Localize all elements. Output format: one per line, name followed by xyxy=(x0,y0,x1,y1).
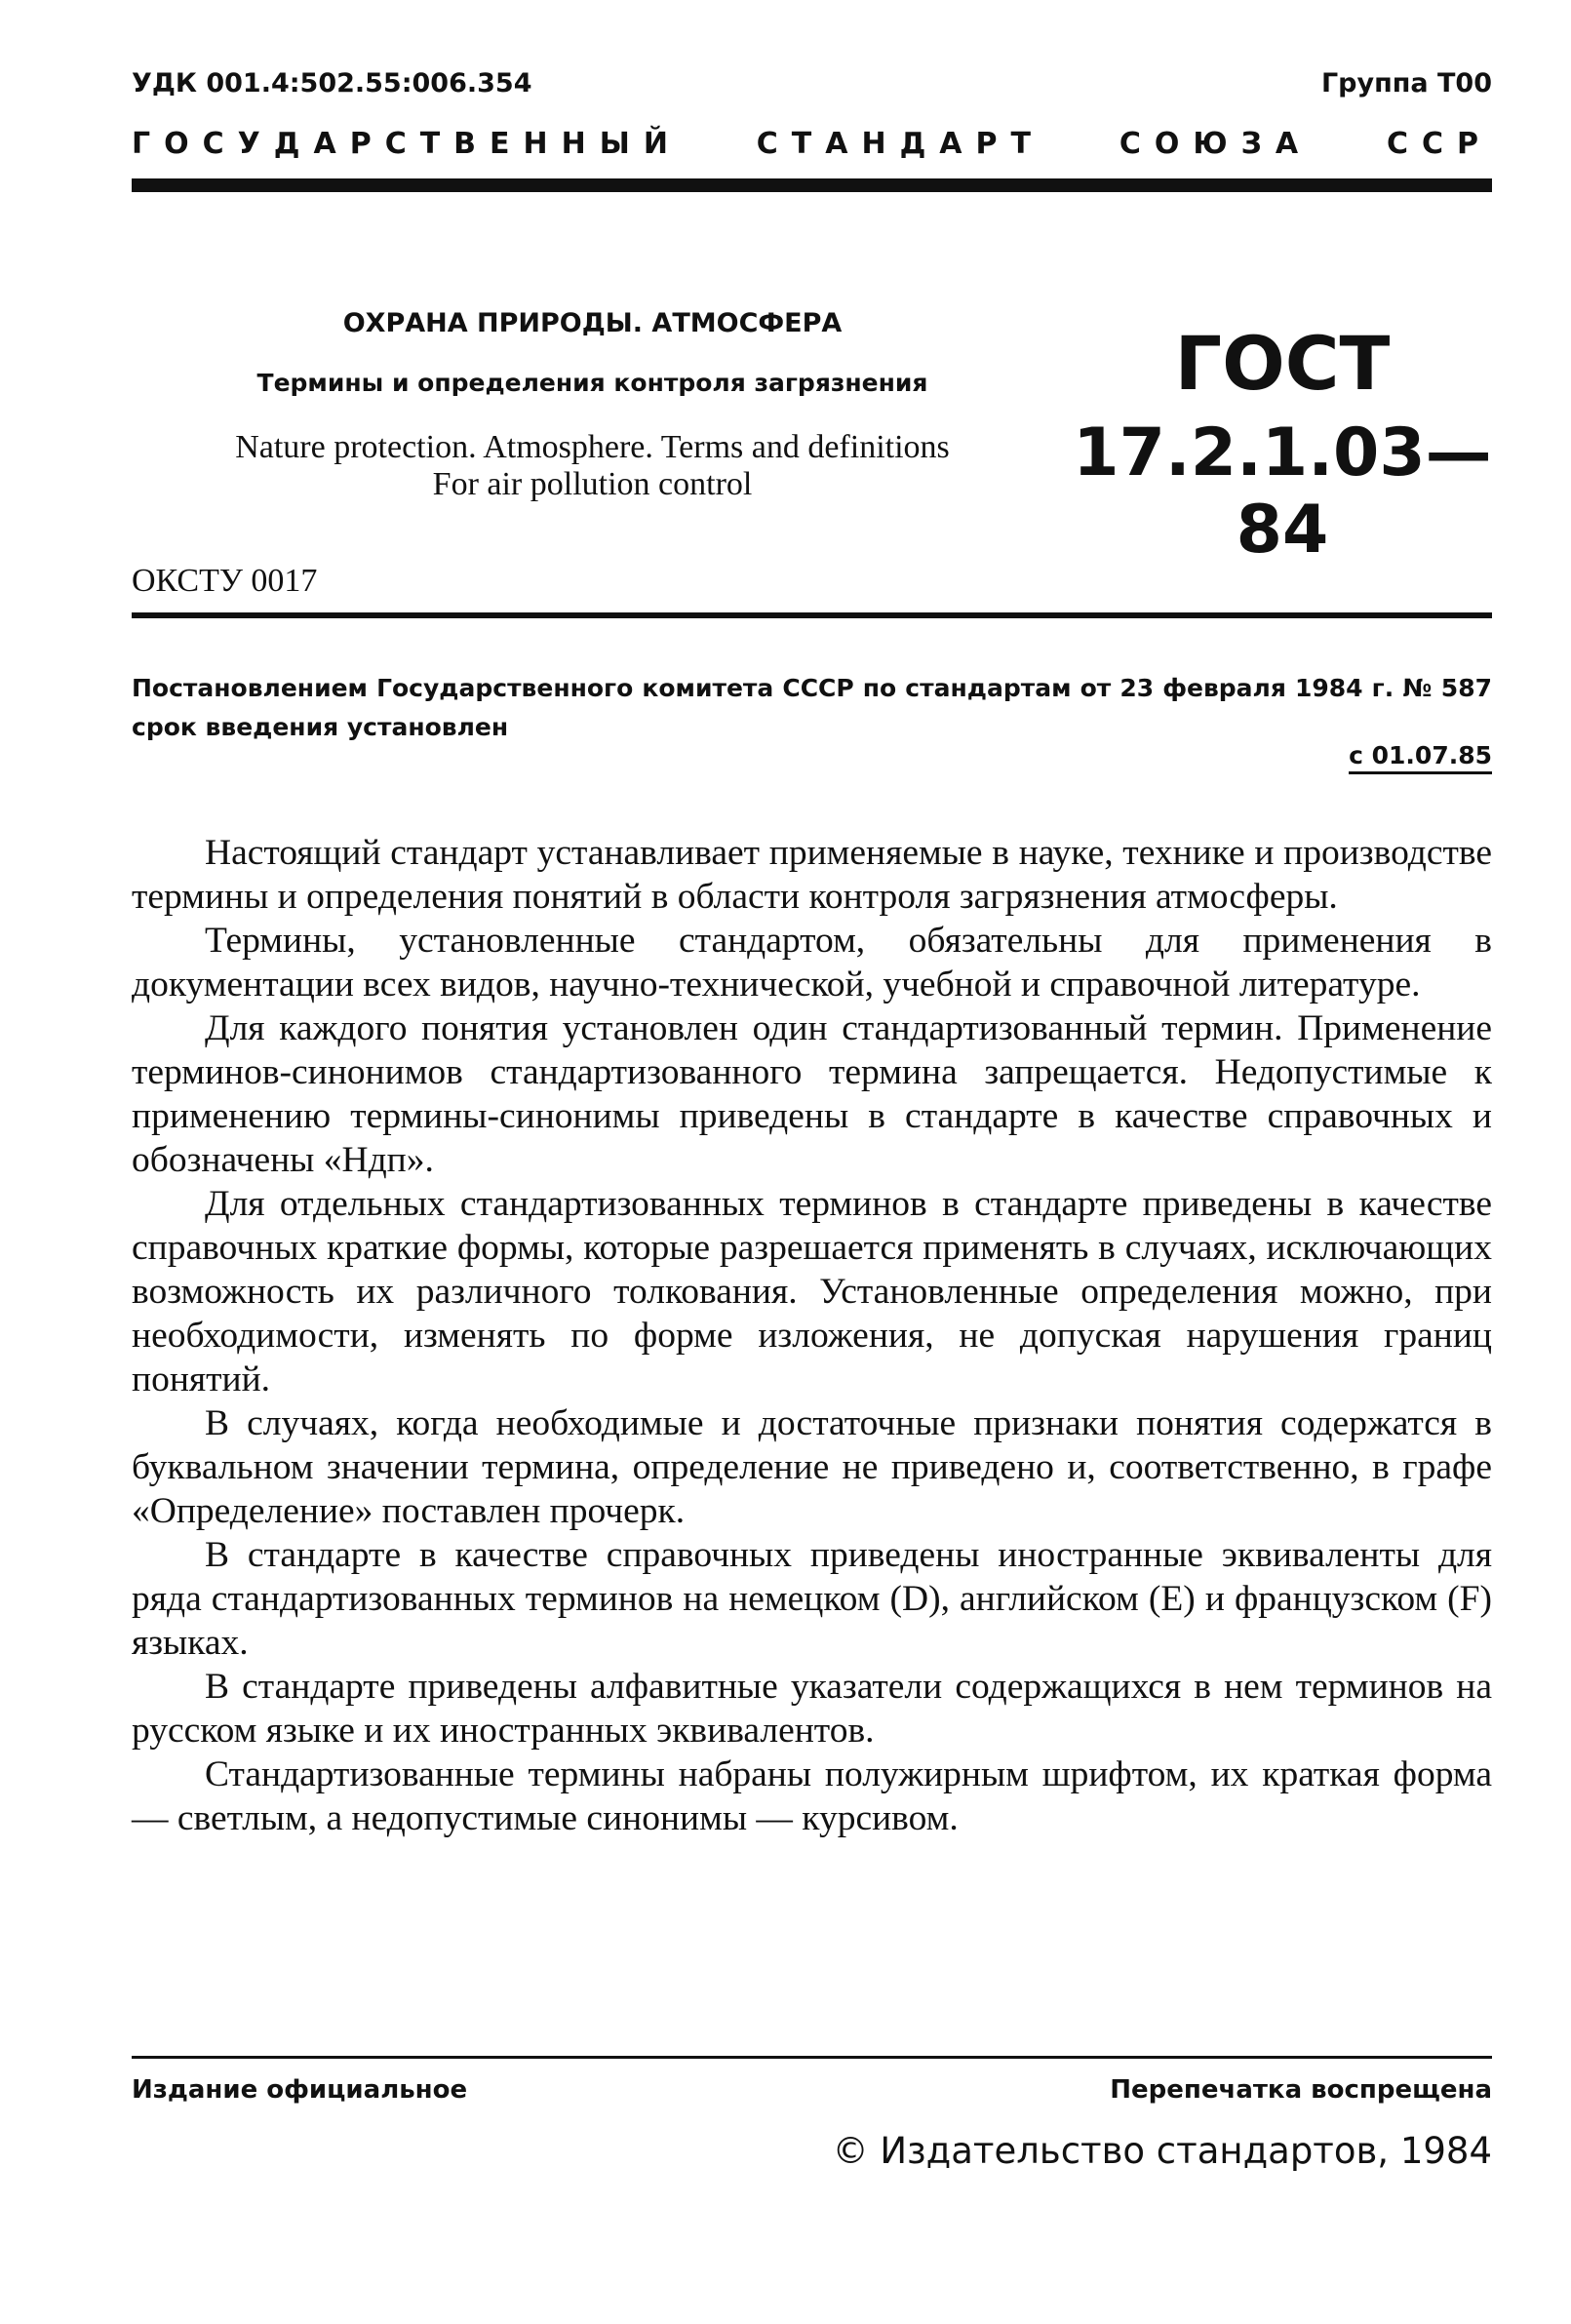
paragraph: В случаях, когда необходимые и достаточные признаки понятия содержатся в буквальном значении термина, определение не приведено и, соответственно, в графе «Определение» поставлен прочерк. xyxy=(132,1403,1492,1531)
title-en-line2: For air pollution control xyxy=(432,466,753,502)
paragraph: В стандарте приведены алфавитные указатели содержащихся в нем терминов на русском языке и их иностранных эквивалентов. xyxy=(132,1667,1492,1751)
effective-date: с 01.07.85 xyxy=(1349,741,1492,774)
okstu-code: ОКСТУ 0017 xyxy=(132,563,318,599)
title-ru: ОХРАНА ПРИРОДЫ. АТМОСФЕРА xyxy=(342,308,843,338)
gost-label: ГОСТ xyxy=(1174,320,1391,407)
state-standard-word: СОЮЗА xyxy=(1119,127,1313,161)
paragraph: Для каждого понятия установлен один стандартизованный термин. Применение терминов-синонимов стандартизованного термина запрещается. Недопустимые к применению термины-синонимы приведены в стандарте в качестве справочных и обозначены «Ндп». xyxy=(132,1008,1492,1180)
reprint-note: Перепечатка воспрещена xyxy=(1110,2075,1492,2105)
body-text xyxy=(132,831,1492,1840)
section-divider xyxy=(132,612,1492,618)
header-divider xyxy=(132,178,1492,192)
copyright-note: © Издательство стандартов, 1984 xyxy=(832,2130,1492,2172)
edition-note: Издание официальное xyxy=(132,2075,468,2105)
group-code: Группа Т00 xyxy=(1320,68,1492,98)
footer-divider xyxy=(132,2056,1492,2059)
gost-number: 17.2.1.03—84 xyxy=(1073,414,1492,569)
title-en-line1: Nature protection. Atmosphere. Terms and definitions xyxy=(235,429,950,465)
paragraph: Стандартизованные термины набраны полужирным шрифтом, их краткая форма — светлым, а недопустимые синонимы — курсивом. xyxy=(132,1754,1492,1838)
paragraph: Настоящий стандарт устанавливает применяемые в науке, технике и производстве термины и определения понятий в области контроля загрязнения атмосферы. xyxy=(132,833,1492,917)
paragraph: Термины, установленные стандартом, обязательны для применения в документации всех видов, научно-технической, учебной и справочной литературе. xyxy=(132,921,1492,1004)
state-standard-word: СТАНДАРТ xyxy=(756,127,1044,161)
state-standard-word: ССР xyxy=(1386,127,1492,161)
paragraph: Для отдельных стандартизованных терминов в стандарте приведены в качестве справочных краткие формы, которые разрешается применять в случаях, исключающих возможность их различного толкования. Установленные определения можно, при необходимости, изменять по форме изложения, не допуская нарушения границ понятий. xyxy=(132,1184,1492,1399)
header-row xyxy=(132,68,1492,98)
state-standard-word: ГОСУДАРСТВЕННЫЙ xyxy=(132,127,682,161)
decree-text: Постановлением Государственного комитета СССР по стандартам от 23 февраля 1984 г. № 587 срок введения установлен xyxy=(132,674,1492,741)
udc-code: УДК 001.4:502.55:006.354 xyxy=(132,68,532,98)
subtitle-ru: Термины и определения контроля загрязнения xyxy=(256,369,928,397)
paragraph: В стандарте в качестве справочных приведены иностранные эквиваленты для ряда стандартизованных терминов на немецком (D), английском (E) и французском (F) языках. xyxy=(132,1535,1492,1663)
state-standard-title xyxy=(132,127,1492,161)
